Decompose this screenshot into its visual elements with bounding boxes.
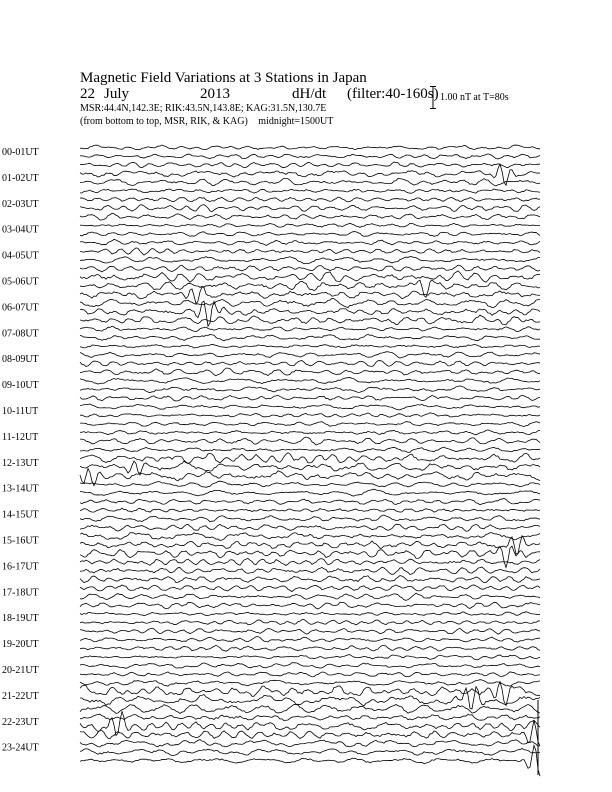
trace-line	[80, 298, 540, 307]
station-coords: MSR:44.4N,142.3E; RIK:43.5N,143.8E; KAG:31.5N,130.7E	[80, 103, 327, 114]
trace-line	[80, 489, 540, 496]
hour-label: 11-12UT	[2, 431, 39, 443]
trace-line	[80, 739, 540, 746]
filter-label: (filter:40-160s)	[347, 86, 439, 102]
hour-label: 00-01UT	[2, 147, 39, 158]
hour-label: 20-21UT	[2, 665, 39, 676]
trace-line	[80, 437, 540, 445]
hour-label: 06-07UT	[2, 302, 39, 314]
trace-line	[80, 154, 540, 159]
hour-label: 19-20UT	[2, 639, 39, 651]
hour-label: 09-10UT	[2, 380, 39, 392]
hour-label: 21-22UT	[2, 690, 39, 702]
trace-line	[80, 453, 540, 464]
trace-line	[80, 265, 540, 272]
trace-line	[80, 714, 540, 721]
trace-line	[80, 682, 540, 706]
trace-line	[80, 620, 540, 625]
trace-line	[80, 628, 540, 634]
trace-line	[80, 205, 540, 212]
hour-label: 02-03UT	[2, 198, 39, 210]
hour-label: 01-02UT	[2, 172, 39, 184]
trace-line	[80, 344, 540, 348]
trace-line	[80, 377, 540, 384]
trace-line	[80, 361, 540, 367]
hour-label: 22-23UT	[2, 716, 39, 728]
trace-line	[80, 145, 540, 150]
hour-label: 17-18UT	[2, 587, 39, 599]
trace-line	[80, 326, 540, 331]
trace-line	[80, 469, 540, 486]
trace-line	[80, 515, 540, 522]
hour-label: 23-24UT	[2, 742, 39, 754]
trace-line	[80, 162, 540, 168]
trace-line	[80, 558, 540, 565]
trace-line	[80, 745, 540, 776]
date-year: 2013	[200, 86, 230, 102]
trace-line	[80, 576, 540, 583]
trace-line	[80, 334, 540, 340]
trace-line	[80, 223, 540, 227]
date-month: July	[104, 86, 130, 102]
hour-label: 16-17UT	[2, 561, 39, 573]
chart-title: Magnetic Field Variations at 3 Stations in Japan	[80, 70, 367, 86]
hour-label: 05-06UT	[2, 276, 39, 288]
midnight-note: midnight=1500UT	[258, 116, 334, 127]
trace-line	[80, 404, 540, 410]
trace-line	[80, 239, 540, 245]
station-order-note: (from bottom to top, MSR, RIK, & KAG)	[80, 116, 248, 127]
quantity-label: dH/dt	[292, 86, 327, 102]
trace-line	[80, 481, 540, 487]
hour-label: 14-15UT	[2, 509, 39, 521]
trace-line	[80, 386, 540, 393]
trace-line	[80, 602, 540, 609]
trace-line	[80, 178, 540, 186]
trace-line	[80, 655, 540, 660]
trace-line	[80, 395, 540, 401]
trace-line	[80, 248, 540, 255]
trace-line	[80, 164, 540, 185]
hour-label: 08-09UT	[2, 354, 39, 366]
trace-line	[80, 315, 540, 325]
hour-label: 10-11UT	[2, 406, 39, 417]
trace-line	[80, 567, 540, 575]
trace-line	[80, 447, 540, 452]
trace-line	[80, 197, 540, 202]
trace-line	[80, 352, 540, 358]
trace-line	[80, 232, 540, 237]
trace-line	[80, 645, 540, 651]
trace-line	[80, 213, 540, 220]
trace-line	[80, 593, 540, 600]
hour-label: 15-16UT	[2, 535, 39, 547]
trace-line	[80, 637, 540, 643]
trace-line	[80, 612, 540, 616]
trace-line	[80, 430, 540, 435]
trace-line	[80, 189, 540, 193]
trace-line	[80, 533, 540, 541]
trace-line	[80, 749, 540, 756]
hour-label: 18-19UT	[2, 613, 39, 625]
hour-label: 03-04UT	[2, 224, 39, 236]
trace-line	[80, 546, 540, 567]
trace-line	[80, 680, 540, 687]
date-day: 22	[80, 86, 95, 102]
trace-line	[80, 663, 540, 669]
trace-line	[80, 257, 540, 264]
trace-line	[80, 413, 540, 417]
trace-line	[80, 585, 540, 592]
trace-line	[80, 672, 540, 677]
hour-label: 04-05UT	[2, 250, 39, 262]
trace-line	[80, 498, 540, 504]
trace-line	[80, 422, 540, 427]
hour-label: 13-14UT	[2, 483, 39, 495]
trace-line	[80, 271, 540, 282]
trace-line	[80, 280, 540, 297]
trace-line	[80, 524, 540, 531]
trace-line	[80, 508, 540, 512]
hour-label: 12-13UT	[2, 457, 39, 469]
trace-line	[80, 368, 540, 376]
scale-label: 1.00 nT at T=80s	[440, 92, 509, 103]
hour-label: 07-08UT	[2, 328, 39, 340]
